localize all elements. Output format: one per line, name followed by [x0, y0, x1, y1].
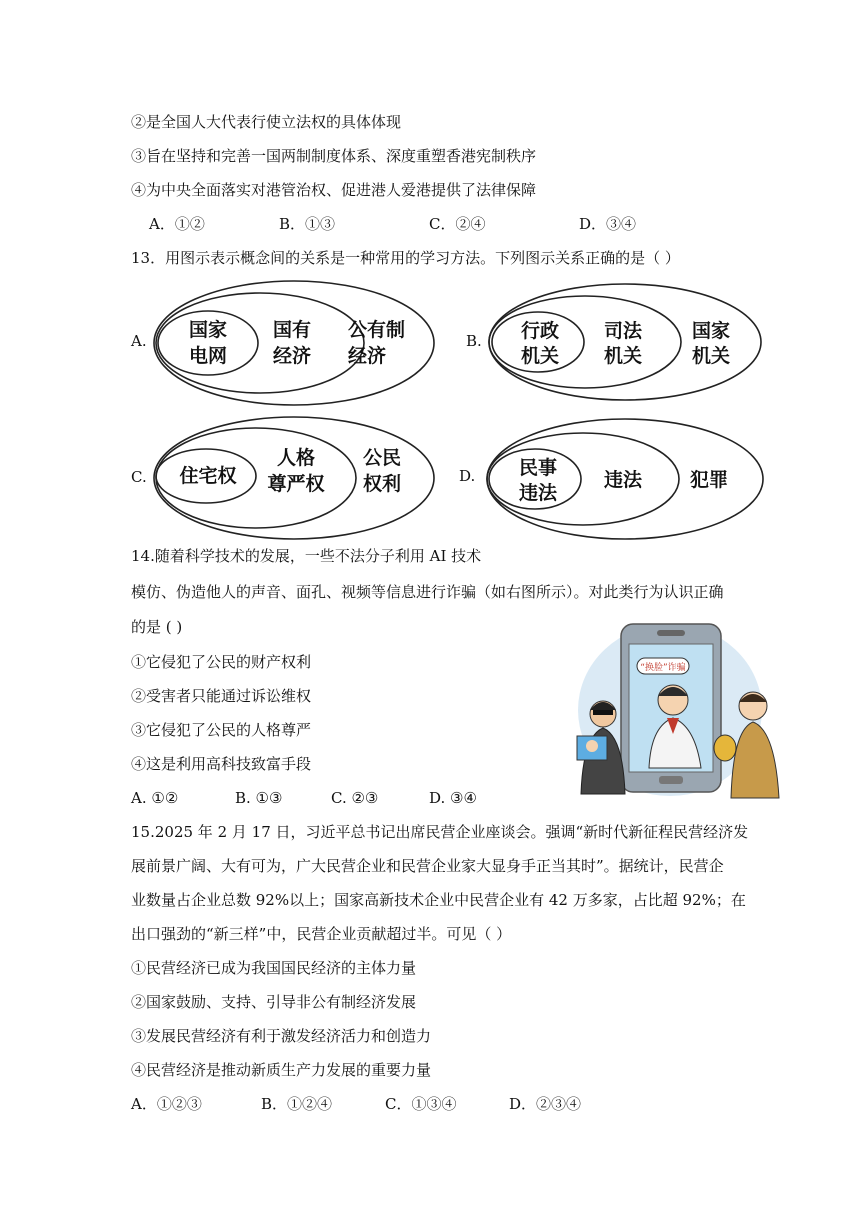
q13-diagram-b-letter[interactable]: B. [466, 332, 482, 350]
q13-diagram-c-letter[interactable]: C. [131, 468, 147, 486]
c-inner-1: 住宅权 [179, 465, 237, 487]
c-outer-1: 公民 [362, 447, 402, 469]
b-inner-1: 行政 [520, 320, 560, 342]
q13-diagram-d-letter[interactable]: D. [459, 467, 476, 485]
q14-item-3: ③它侵犯了公民的人格尊严 [131, 721, 312, 739]
q14-stem-line-1: 14.随着科学技术的发展，一些不法分子利用 AI 技术 [131, 547, 482, 565]
c-outer-2: 权利 [362, 473, 402, 495]
q14-option-c[interactable]: C. ②③ [331, 789, 379, 807]
q14-option-b[interactable]: B. ①③ [235, 789, 283, 807]
q12-option-a[interactable]: A．①② [149, 215, 205, 233]
q12-option-b[interactable]: B．①③ [279, 215, 336, 233]
q14-option-d[interactable]: D. ③④ [429, 789, 477, 807]
q14-item-2: ②受害者只能通过诉讼维权 [131, 687, 312, 705]
q15-option-a[interactable]: A．①②③ [131, 1095, 202, 1113]
q12-option-c[interactable]: C．②④ [429, 215, 486, 233]
d-outer-1: 犯罪 [689, 469, 729, 491]
q15-stem-line-1: 15.2025 年 2 月 17 日，习近平总书记出席民营企业座谈会。强调“新时代新征程民营经济发 [131, 823, 749, 841]
c-middle-1: 人格 [276, 447, 316, 469]
q15-option-c[interactable]: C．①③④ [385, 1095, 457, 1113]
d-inner-2: 违法 [518, 482, 558, 504]
q14-option-a[interactable]: A. ①② [131, 789, 179, 807]
q13-diagram-a-letter[interactable]: A. [131, 332, 147, 350]
q14-item-1: ①它侵犯了公民的财产权利 [131, 653, 312, 671]
a-inner-1: 国家 [188, 319, 228, 341]
q12-option-d[interactable]: D．③④ [579, 215, 637, 233]
q14-item-4: ④这是利用高科技致富手段 [131, 755, 312, 773]
q14-stem-line-3: 的是 ( ) [131, 618, 183, 636]
q15-item-2: ②国家鼓励、支持、引导非公有制经济发展 [131, 993, 417, 1011]
d-middle-1: 违法 [603, 469, 643, 491]
b-outer-2: 机关 [691, 345, 731, 367]
q13-diagram-d[interactable] [483, 416, 773, 548]
q12-item-4: ④为中央全面落实对港管治权、促进港人爱港提供了法律保障 [131, 181, 537, 199]
q15-item-3: ③发展民营经济有利于激发经济活力和创造力 [131, 1027, 432, 1045]
a-middle-1: 国有 [272, 319, 312, 341]
q13-stem: 13．用图示表示概念间的关系是一种常用的学习方法。下列图示关系正确的是（ ） [131, 249, 680, 267]
q12-item-3: ③旨在坚持和完善一国两制制度体系、深度重塑香港宪制秩序 [131, 147, 537, 165]
q13-diagram-c[interactable] [150, 414, 440, 546]
q15-item-4: ④民营经济是推动新质生产力发展的重要力量 [131, 1061, 432, 1079]
fraud-cartoon-illustration [575, 618, 780, 804]
cartoon-banner: “换脸”诈骗 [640, 663, 686, 673]
q15-option-b[interactable]: B．①②④ [261, 1095, 333, 1113]
a-outer-2: 经济 [348, 345, 387, 367]
c-middle-2: 尊严权 [267, 473, 325, 495]
q15-stem-line-4: 出口强劲的“新三样”中，民营企业贡献超过半。可见（ ） [131, 925, 512, 943]
q15-stem-line-2: 展前景广阔、大有可为，广大民营企业和民营企业家大显身手正当其时”。据统计，民营企 [131, 857, 724, 875]
q13-diagram-a[interactable] [150, 278, 440, 412]
d-inner-1: 民事 [518, 457, 558, 479]
a-inner-2: 电网 [188, 345, 228, 367]
q15-item-1: ①民营经济已成为我国国民经济的主体力量 [131, 959, 417, 977]
q15-stem-line-3: 业数量占企业总数 92%以上；国家高新技术企业中民营企业有 42 万多家，占比超 92%；在 [131, 891, 746, 909]
q15-option-d[interactable]: D．②③④ [509, 1095, 582, 1113]
a-middle-2: 经济 [272, 345, 312, 367]
b-inner-2: 机关 [520, 345, 560, 367]
a-outer-1: 公有制 [348, 319, 406, 341]
b-middle-1: 司法 [603, 320, 643, 342]
q12-item-2: ②是全国人大代表行使立法权的具体体现 [131, 113, 402, 131]
b-middle-2: 机关 [603, 345, 643, 367]
q14-stem-line-2: 模仿、伪造他人的声音、面孔、视频等信息进行诈骗（如右图所示）。对此类行为认识正确 [131, 583, 724, 601]
q13-diagram-b[interactable] [485, 282, 770, 408]
b-outer-1: 国家 [691, 320, 731, 342]
